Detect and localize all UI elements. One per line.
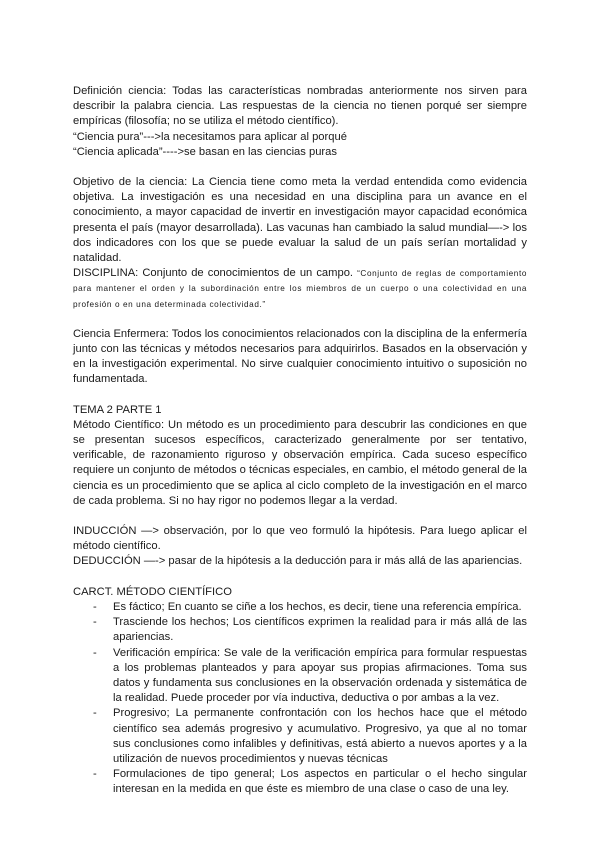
disciplina-paragraph <box>73 266 527 312</box>
section-tema <box>73 403 527 509</box>
section-objetivo <box>73 175 527 312</box>
section-induccion <box>73 524 527 570</box>
section-definicion <box>73 84 527 160</box>
ciencia-pura-line: “Ciencia pura”--->la necesitamos para aplicar al porqué <box>73 130 347 143</box>
list-item: - Trasciende los hechos; Los científicos exprimen la realidad para ir más allá de las apariencias. <box>73 615 527 645</box>
list-item: - Formulaciones de tipo general; Los aspectos en particular o el hecho singular interesan en la medida en que éste es miembro de una clase o caso de una ley. <box>73 767 527 797</box>
definicion-paragraph: Definición ciencia: Todas las características nombradas anteriormente nos sirven para describir la palabra ciencia. Las respuestas de la ciencia no tienen porqué ser siempre empíricas (filosofía; no se utiliza el método científico). <box>73 85 527 128</box>
deduccion-paragraph: DEDUCCIÓN —-> pasar de la hipótesis a la deducción para ir más allá de las apariencias. <box>73 555 523 568</box>
metodo-paragraph: Método Científico: Un método es un procedimiento para descubrir las condiciones en que se presentan sucesos específicos, caracterizado generalmente por ser tentativo, verificable, de razonamiento riguroso y observación empírica. Cada suceso específico requiere un conjunto de métodos o técnicas especiales, en cambio, el método general de la ciencia es un procedimiento que se aplica al ciclo completo de la investigación en el marco de cada problema. Si no hay rigor no podemos llegar a la verdad. <box>73 418 528 507</box>
section-enfermera <box>73 327 527 388</box>
induccion-paragraph: INDUCCIÓN —> observación, por lo que veo formuló la hipótesis. Para luego aplicar el método científico. <box>73 525 527 553</box>
section-caract <box>73 585 527 798</box>
ciencia-aplicada-line: “Ciencia aplicada”---->se basan en las ciencias puras <box>73 145 337 158</box>
list-item: - Es fáctico; En cuanto se ciñe a los hechos, es decir, tiene una referencia empírica. <box>73 600 527 615</box>
disciplina-quote: “Conjunto de reglas de comportamiento para mantener el orden y la subordinación entre los miembros de un cuerpo o una colectividad en una profesión o en una determinada colectividad.” <box>73 269 527 309</box>
document-body <box>73 84 527 798</box>
caract-title: CARCT. MÉTODO CIENTÍFICO <box>73 585 232 598</box>
list-item: - Verificación empírica: Se vale de la verificación empírica para formular respuestas a los problemas planteados y para apoyar sus propias afirmaciones. Toma sus datos y fundamenta sus conclusiones en la observación ordenada y sistemática de la realidad. Puede proceder por vía inductiva, deductiva o por ambas a la vez. <box>73 646 527 707</box>
objetivo-paragraph: Objetivo de la ciencia: La Ciencia tiene como meta la verdad entendida como evidencia objetiva. La investigación es una necesidad en una disciplina para un avance en el conocimiento, a mayor capacidad de invertir en investigación mayor capacidad económica presenta el país (mayor desarrollada). Las vacunas han cambiado la salud mundial—-> los dos indicadores con los que se puede evaluar la salud de un país serían mortalidad y natalidad. <box>73 176 527 265</box>
list-item: - Progresivo; La permanente confrontación con los hechos hace que el método científico sea además progresivo y acumulativo. Progresivo, ya que al no tomar sus conclusiones como infalibles y definitivas, está abierto a nuevos aportes y a la utilización de nuevos procedimientos y nuevas técnicas <box>73 706 527 767</box>
enfermera-paragraph: Ciencia Enfermera: Todos los conocimientos relacionados con la disciplina de la enfermería junto con las técnicas y métodos necesarios para adquirirlos. Basados en la observación y en la investigación experimental. No sirve cualquier conocimiento intuitivo o suposición no fundamentada. <box>73 327 527 386</box>
caract-list <box>73 600 527 798</box>
tema-title: TEMA 2 PARTE 1 <box>73 403 162 416</box>
disciplina-label: DISCIPLINA: Conjunto de conocimientos de un campo. <box>73 267 354 280</box>
